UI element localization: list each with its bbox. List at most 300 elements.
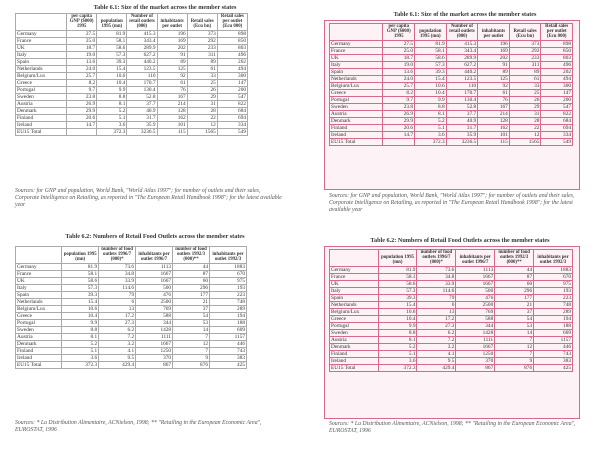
cell-value: 29 bbox=[187, 93, 217, 100]
cell-value: 684 bbox=[217, 107, 247, 114]
cell-value: 193 bbox=[534, 287, 573, 294]
cell-value: 1428 bbox=[456, 329, 495, 336]
cell-value: 549 bbox=[541, 138, 573, 145]
cell-value: 684 bbox=[541, 117, 573, 124]
table-row bbox=[330, 47, 573, 54]
cell-value: 334 bbox=[541, 131, 573, 138]
row-label: Greece bbox=[330, 315, 379, 322]
cell-value: 79 bbox=[417, 294, 456, 301]
row-label: France bbox=[16, 270, 62, 277]
column-header bbox=[330, 24, 383, 41]
table-6-2-source: Sources: * La Distribution Alimentaire, ACNielson, 1998; ** "Retailing in the European Economic Area", EUROSTAT, 1996 bbox=[15, 420, 262, 434]
column-header: inhabitants per outlet 1992/3 bbox=[534, 250, 573, 267]
row-label: Netherlands bbox=[16, 65, 67, 72]
cell-value: 6.2 bbox=[99, 326, 136, 333]
cell-value: 547 bbox=[217, 93, 247, 100]
cell-value: 694 bbox=[541, 124, 573, 131]
cell-value: 31.7 bbox=[127, 114, 157, 121]
cell-value: 24.0 bbox=[67, 65, 97, 72]
cell-value: 54 bbox=[495, 315, 534, 322]
cell-value: 177 bbox=[495, 294, 534, 301]
cell-value: 58.1 bbox=[97, 37, 127, 44]
cell-value: 300 bbox=[541, 82, 573, 89]
cell-value: 79 bbox=[99, 291, 136, 298]
cell-value: 15.4 bbox=[415, 75, 447, 82]
cell-value: 89 bbox=[478, 68, 510, 75]
cell-value: 12 bbox=[187, 121, 217, 128]
cell-value: 31 bbox=[187, 100, 217, 107]
row-label: Italy bbox=[330, 287, 379, 294]
cell-value: 5.1 bbox=[378, 350, 417, 357]
cell-value: 29 bbox=[509, 103, 541, 110]
table-6-1-title-highlighted: Table 6.1: Size of the market across the member states bbox=[393, 11, 537, 18]
row-label: Belgium/Lux bbox=[330, 308, 379, 315]
cell-value: 500 bbox=[136, 284, 173, 291]
cell-value: 87 bbox=[495, 273, 534, 280]
cell-value: 12 bbox=[173, 340, 210, 347]
table-row bbox=[16, 277, 247, 284]
row-label: Sweden bbox=[16, 93, 67, 100]
cell-value: 92 bbox=[157, 72, 187, 79]
cell-value: 200 bbox=[541, 96, 573, 103]
cell-value: 115 bbox=[478, 138, 510, 145]
cell-value: 128 bbox=[478, 117, 510, 124]
cell-value: 202 bbox=[478, 54, 510, 61]
cell-value: 14.7 bbox=[67, 121, 97, 128]
column-header: number of food outlets 1992/3 (000)** bbox=[173, 247, 210, 264]
row-label: Austria bbox=[330, 336, 379, 343]
table-row bbox=[330, 68, 573, 75]
table-row bbox=[330, 266, 573, 273]
table-row bbox=[16, 58, 248, 65]
cell-value: 81.9 bbox=[415, 40, 447, 47]
cell-value: 200 bbox=[217, 86, 247, 93]
cell-value: 223 bbox=[210, 291, 247, 298]
table-6-2-source-highlighted: Sources: * La Distribution Alimentaire, ACNielson, 1998; ** "Retailing in the European Economic Area", EUROSTAT, 1996 bbox=[329, 421, 576, 435]
cell-value: 33.9 bbox=[417, 280, 456, 287]
column-header bbox=[16, 14, 67, 31]
row-label: Germany bbox=[330, 266, 379, 273]
cell-value: 23.8 bbox=[383, 103, 415, 110]
row-label: Italy bbox=[16, 51, 67, 58]
cell-value: 89 bbox=[187, 58, 217, 65]
cell-value: 1113 bbox=[456, 266, 495, 273]
cell-value: 92 bbox=[478, 82, 510, 89]
cell-value: 1667 bbox=[136, 340, 173, 347]
row-label: France bbox=[16, 37, 67, 44]
cell-value: 58.6 bbox=[378, 280, 417, 287]
cell-value: 311 bbox=[187, 51, 217, 58]
cell-value: 898 bbox=[217, 30, 247, 37]
cell-value: 494 bbox=[217, 65, 247, 72]
cell-value: 1111 bbox=[136, 333, 173, 340]
cell-value: 296 bbox=[495, 287, 534, 294]
cell-value: 61 bbox=[509, 75, 541, 82]
cell-value: 13 bbox=[417, 308, 456, 315]
cell-value: 31.7 bbox=[446, 124, 478, 131]
table-row bbox=[16, 65, 248, 72]
cell-value: 429.4 bbox=[99, 361, 136, 368]
cell-value: 694 bbox=[217, 114, 247, 121]
cell-value: 147 bbox=[541, 89, 573, 96]
row-label: Germany bbox=[16, 30, 67, 37]
cell-value: 6.2 bbox=[417, 329, 456, 336]
cell-value: 10.6 bbox=[378, 308, 417, 315]
cell-value: 25.0 bbox=[67, 37, 97, 44]
cell-value: 344 bbox=[136, 319, 173, 326]
cell-value: 627.2 bbox=[127, 51, 157, 58]
cell-value: 10.4 bbox=[378, 315, 417, 322]
cell-value: 61 bbox=[157, 79, 187, 86]
cell-value: 37.7 bbox=[446, 110, 478, 117]
cell-value: 54 bbox=[173, 312, 210, 319]
row-label: UK bbox=[330, 280, 379, 287]
cell-value: 17.2 bbox=[99, 312, 136, 319]
row-label: Germany bbox=[330, 40, 383, 47]
cell-value: 588 bbox=[136, 312, 173, 319]
table-row bbox=[330, 315, 573, 322]
cell-value: 37 bbox=[495, 308, 534, 315]
cell-value: 39.3 bbox=[62, 291, 99, 298]
cell-value: 1883 bbox=[210, 263, 247, 270]
cell-value: 28 bbox=[509, 117, 541, 124]
column-header bbox=[16, 247, 62, 264]
cell-value: 26 bbox=[187, 86, 217, 93]
cell-value: 81.9 bbox=[97, 30, 127, 37]
column-header: Retail sales per outlet (Ecu 000) bbox=[217, 14, 247, 31]
cell-value: 748 bbox=[210, 298, 247, 305]
table-row bbox=[330, 301, 573, 308]
cell-value: 494 bbox=[541, 75, 573, 82]
row-label: Denmark bbox=[16, 107, 67, 114]
cell-value: 58.6 bbox=[97, 44, 127, 51]
cell-value: 123.5 bbox=[446, 75, 478, 82]
table-row bbox=[16, 312, 247, 319]
row-label: Greece bbox=[16, 312, 62, 319]
column-header: population 1995 (mn) bbox=[415, 24, 447, 41]
cell-value: 9.5 bbox=[417, 357, 456, 364]
table-row bbox=[16, 298, 247, 305]
cell-value: 343.4 bbox=[446, 47, 478, 54]
cell-value: 496 bbox=[217, 51, 247, 58]
cell-value: 81.9 bbox=[378, 266, 417, 273]
row-label: UK bbox=[330, 54, 383, 61]
cell-value: 8.2 bbox=[67, 79, 97, 86]
table-6-2-title-highlighted: Table 6.2: Numbers of Retail Food Outlets across the member states bbox=[370, 237, 550, 244]
cell-value: 769 bbox=[136, 305, 173, 312]
column-header: Retail sales (Ecu bn) bbox=[509, 24, 541, 41]
row-label: UK bbox=[16, 277, 62, 284]
cell-value: 15.4 bbox=[62, 298, 99, 305]
column-header: inhabitants per outlet 1996/7 bbox=[456, 250, 495, 267]
cell-value: 214 bbox=[157, 100, 187, 107]
column-header: inhabitants per outlet bbox=[157, 14, 187, 31]
cell-value: 19.0 bbox=[67, 51, 97, 58]
cell-value: 130.4 bbox=[127, 86, 157, 93]
cell-value: 1667 bbox=[136, 277, 173, 284]
row-label: EU15 Total bbox=[330, 138, 383, 145]
cell-value: 170.7 bbox=[446, 89, 478, 96]
table-row bbox=[16, 354, 247, 361]
cell-value: 670 bbox=[534, 273, 573, 280]
cell-value: 803 bbox=[541, 54, 573, 61]
header-row bbox=[16, 14, 248, 31]
cell-value: 9.7 bbox=[67, 86, 97, 93]
cell-value: 26.9 bbox=[67, 100, 97, 107]
cell-value: 2500 bbox=[456, 301, 495, 308]
table-row bbox=[330, 350, 573, 357]
row-label: Denmark bbox=[16, 340, 62, 347]
cell-value: 202 bbox=[541, 68, 573, 75]
cell-value: 28 bbox=[187, 107, 217, 114]
cell-value: 125 bbox=[478, 75, 510, 82]
cell-value: 1250 bbox=[456, 350, 495, 357]
cell-value: 975 bbox=[534, 280, 573, 287]
cell-value: 20.6 bbox=[67, 114, 97, 121]
cell-value: 476 bbox=[456, 294, 495, 301]
cell-value: 500 bbox=[456, 287, 495, 294]
cell-value: 9 bbox=[495, 357, 534, 364]
cell-value: 194 bbox=[210, 312, 247, 319]
total-row bbox=[16, 361, 247, 368]
cell-value: 311 bbox=[509, 61, 541, 68]
row-label: Portugal bbox=[330, 322, 379, 329]
cell-value: 670 bbox=[210, 270, 247, 277]
column-header: inhabitants per outlet bbox=[478, 24, 510, 41]
row-label: UK bbox=[16, 44, 67, 51]
cell-value: 27.5 bbox=[383, 40, 415, 47]
row-label: Austria bbox=[330, 110, 383, 117]
cell-value: 7.2 bbox=[417, 336, 456, 343]
table-row bbox=[16, 93, 248, 100]
cell-value: 58.1 bbox=[378, 273, 417, 280]
cell-value: 415.3 bbox=[446, 40, 478, 47]
row-label: Denmark bbox=[330, 343, 379, 350]
row-label: Ireland bbox=[16, 121, 67, 128]
cell-value: 372.3 bbox=[97, 128, 127, 135]
cell-value: 89 bbox=[509, 68, 541, 75]
cell-value: 588 bbox=[456, 315, 495, 322]
cell-value: 223 bbox=[534, 294, 573, 301]
table-row bbox=[330, 40, 573, 47]
cell-value: 10.4 bbox=[97, 79, 127, 86]
cell-value: 73.6 bbox=[99, 263, 136, 270]
cell-value: 344 bbox=[456, 322, 495, 329]
cell-value: 1667 bbox=[456, 273, 495, 280]
row-label: Italy bbox=[16, 284, 62, 291]
cell-value: 5.2 bbox=[378, 343, 417, 350]
cell-value: 27.3 bbox=[99, 319, 136, 326]
table-row bbox=[16, 86, 248, 93]
cell-value: 25.7 bbox=[383, 82, 415, 89]
table-row bbox=[330, 82, 573, 89]
row-label: Netherlands bbox=[330, 301, 379, 308]
row-label: France bbox=[330, 273, 379, 280]
cell-value: 743 bbox=[210, 347, 247, 354]
table-row bbox=[330, 357, 573, 364]
cell-value: 91 bbox=[478, 61, 510, 68]
table-row bbox=[330, 124, 573, 131]
cell-value: 383 bbox=[534, 357, 573, 364]
row-label: EU15 Total bbox=[330, 364, 379, 371]
cell-value: 3.6 bbox=[62, 354, 99, 361]
cell-value: 10.4 bbox=[62, 312, 99, 319]
cell-value: 196 bbox=[478, 40, 510, 47]
cell-value: 52.8 bbox=[446, 103, 478, 110]
row-label: Spain bbox=[330, 68, 383, 75]
table-row bbox=[330, 110, 573, 117]
column-header: per capita GNP ($000) 1995 bbox=[67, 14, 97, 31]
cell-value: 2500 bbox=[136, 298, 173, 305]
cell-value: 33.9 bbox=[99, 277, 136, 284]
cell-value: 334 bbox=[217, 121, 247, 128]
cell-value: 24.0 bbox=[383, 75, 415, 82]
column-header: population 1995 (mn) bbox=[378, 250, 417, 267]
cell-value: 18.7 bbox=[383, 54, 415, 61]
cell-value: 22 bbox=[187, 114, 217, 121]
cell-value: 31 bbox=[509, 110, 541, 117]
cell-value: 18.7 bbox=[67, 44, 97, 51]
cell-value: 292 bbox=[509, 47, 541, 54]
column-header: population 1995 (mn) bbox=[62, 247, 99, 264]
table-row bbox=[16, 333, 247, 340]
cell-value: 13.6 bbox=[67, 58, 97, 65]
cell-value: 19.0 bbox=[383, 61, 415, 68]
row-label: Finland bbox=[330, 124, 383, 131]
cell-value: 61 bbox=[478, 89, 510, 96]
header-row bbox=[330, 250, 573, 267]
cell-value: 177 bbox=[173, 291, 210, 298]
cell-value: 9.5 bbox=[99, 354, 136, 361]
table-row bbox=[330, 61, 573, 68]
header-row bbox=[16, 247, 247, 264]
cell-value: 296 bbox=[173, 284, 210, 291]
total-row bbox=[16, 128, 248, 135]
cell-value: 57.3 bbox=[415, 61, 447, 68]
cell-value: 167 bbox=[157, 93, 187, 100]
cell-value: 44 bbox=[495, 266, 534, 273]
row-label: Sweden bbox=[330, 329, 379, 336]
cell-value: 188 bbox=[534, 322, 573, 329]
cell-value: 13 bbox=[99, 305, 136, 312]
cell-value: 3236.5 bbox=[127, 128, 157, 135]
table-row bbox=[330, 75, 573, 82]
cell-value: 14 bbox=[173, 326, 210, 333]
cell-value: 1667 bbox=[456, 280, 495, 287]
cell-value: 162 bbox=[478, 124, 510, 131]
cell-value: 76 bbox=[478, 96, 510, 103]
row-label: Greece bbox=[16, 79, 67, 86]
cell-value: 10.6 bbox=[62, 305, 99, 312]
cell-value: 743 bbox=[534, 350, 573, 357]
column-header: per capita GNP ($000) 1995 bbox=[383, 24, 415, 41]
table-row bbox=[16, 51, 248, 58]
cell-value: 289 bbox=[210, 305, 247, 312]
cell-value: 5.2 bbox=[97, 107, 127, 114]
cell-value: 1113 bbox=[136, 263, 173, 270]
cell-value: 1883 bbox=[534, 266, 573, 273]
cell-value: 609 bbox=[210, 326, 247, 333]
cell-value: 60 bbox=[495, 280, 534, 287]
cell-value: 40.9 bbox=[446, 117, 478, 124]
cell-value: 169 bbox=[157, 37, 187, 44]
table-row bbox=[16, 37, 248, 44]
table-6-1-highlighted bbox=[329, 23, 573, 146]
cell-value: 25.0 bbox=[383, 47, 415, 54]
cell-value: 39.3 bbox=[378, 294, 417, 301]
cell-value: 415.3 bbox=[127, 30, 157, 37]
cell-value: 9.9 bbox=[62, 319, 99, 326]
cell-value: 9.9 bbox=[378, 322, 417, 329]
cell-value: 3.6 bbox=[415, 131, 447, 138]
table-row bbox=[16, 284, 247, 291]
cell-value: 1157 bbox=[210, 333, 247, 340]
table-row bbox=[16, 30, 248, 37]
cell-value: 61 bbox=[187, 65, 217, 72]
table-row bbox=[330, 273, 573, 280]
cell-value: 130.4 bbox=[446, 96, 478, 103]
cell-value: 25 bbox=[509, 89, 541, 96]
cell-value: 1157 bbox=[534, 336, 573, 343]
column-header: Number of retail outlets (000) bbox=[127, 14, 157, 31]
cell-value: 34.8 bbox=[417, 273, 456, 280]
cell-value: 58.6 bbox=[62, 277, 99, 284]
cell-value: 196 bbox=[157, 30, 187, 37]
cell-value: 9.9 bbox=[97, 86, 127, 93]
table-6-1-source: Sources: for GNP and population, World Bank, "World Atlas 1997"; for number of outlets and their sales, Corporate Intelligence on Retailing, as reported in "The European Retail Handbook 1998"; for the latest available year bbox=[15, 188, 282, 209]
cell-value: 44 bbox=[173, 263, 210, 270]
cell-value: 58.1 bbox=[415, 47, 447, 54]
cell-value: 20.6 bbox=[383, 124, 415, 131]
cell-value: 1250 bbox=[136, 347, 173, 354]
cell-value: 14 bbox=[495, 329, 534, 336]
cell-value: 162 bbox=[157, 114, 187, 121]
row-label: Germany bbox=[16, 263, 62, 270]
cell-value: 10.6 bbox=[97, 72, 127, 79]
cell-value: 425 bbox=[534, 364, 573, 371]
row-label: Belgium/Lux bbox=[330, 82, 383, 89]
cell-value: 110 bbox=[446, 82, 478, 89]
cell-value: 9.9 bbox=[415, 96, 447, 103]
cell-value: 125 bbox=[157, 65, 187, 72]
cell-value: 876 bbox=[173, 361, 210, 368]
column-header: Retail sales per outlet (Ecu 000) bbox=[541, 24, 573, 41]
cell-value: 233 bbox=[187, 44, 217, 51]
cell-value: 8.2 bbox=[383, 89, 415, 96]
table-row bbox=[330, 322, 573, 329]
table-row bbox=[16, 291, 247, 298]
cell-value: 110 bbox=[127, 72, 157, 79]
cell-value: 25 bbox=[187, 79, 217, 86]
cell-value: 5.1 bbox=[415, 124, 447, 131]
cell-value: 289 bbox=[534, 308, 573, 315]
cell-value: 496 bbox=[541, 61, 573, 68]
cell-value: 40.9 bbox=[127, 107, 157, 114]
cell-value: 867 bbox=[456, 364, 495, 371]
cell-value: 14.7 bbox=[383, 131, 415, 138]
cell-value: 8.1 bbox=[415, 110, 447, 117]
row-label: Greece bbox=[330, 89, 383, 96]
cell-value: 1565 bbox=[187, 128, 217, 135]
header-row bbox=[330, 24, 573, 41]
row-label: Denmark bbox=[330, 117, 383, 124]
cell-value: 13.6 bbox=[383, 68, 415, 75]
cell-value: 3236.5 bbox=[446, 138, 478, 145]
cell-value: 440.2 bbox=[446, 68, 478, 75]
cell-value: 7.2 bbox=[99, 333, 136, 340]
cell-value: 1111 bbox=[456, 336, 495, 343]
table-row bbox=[16, 340, 247, 347]
